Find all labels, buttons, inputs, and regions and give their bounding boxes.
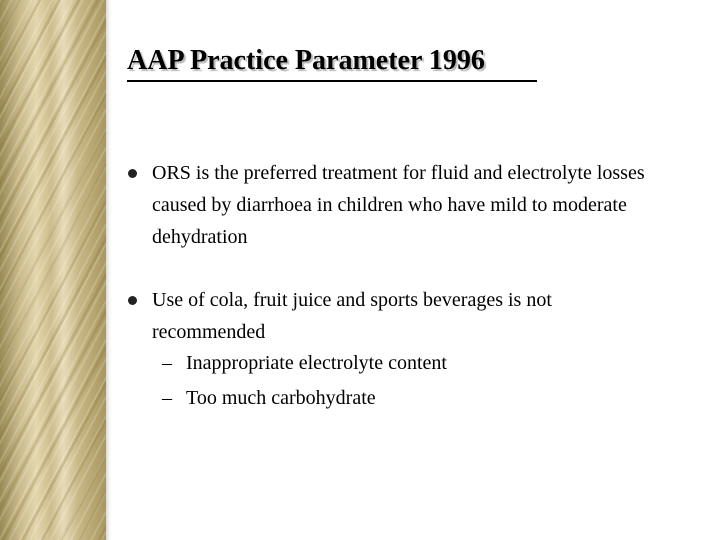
- gold-side-bar: [0, 0, 106, 540]
- bullet-item-1: ORS is the preferred treatment for fluid and electrolyte losses caused by diarrhoea in children who have mild to moderate dehydration: [152, 162, 645, 248]
- bullet-item-2: Use of cola, fruit juice and sports beverages is not recommended: [152, 289, 552, 343]
- gold-bar-shadow: [106, 0, 112, 540]
- sub-item-label: Inappropriate electrolyte content: [186, 352, 447, 374]
- sub-item-dash: –: [162, 387, 172, 409]
- bullet-dot-1: [128, 169, 137, 178]
- sub-item-1: [162, 347, 682, 379]
- bullet-dot-2: [128, 296, 137, 305]
- title-underline: [127, 80, 537, 82]
- slide-title: AAP Practice Parameter 1996: [127, 45, 485, 76]
- sub-item-label: Too much carbohydrate: [186, 387, 376, 409]
- sub-item-2: [162, 382, 682, 414]
- sub-item-dash: –: [162, 352, 172, 374]
